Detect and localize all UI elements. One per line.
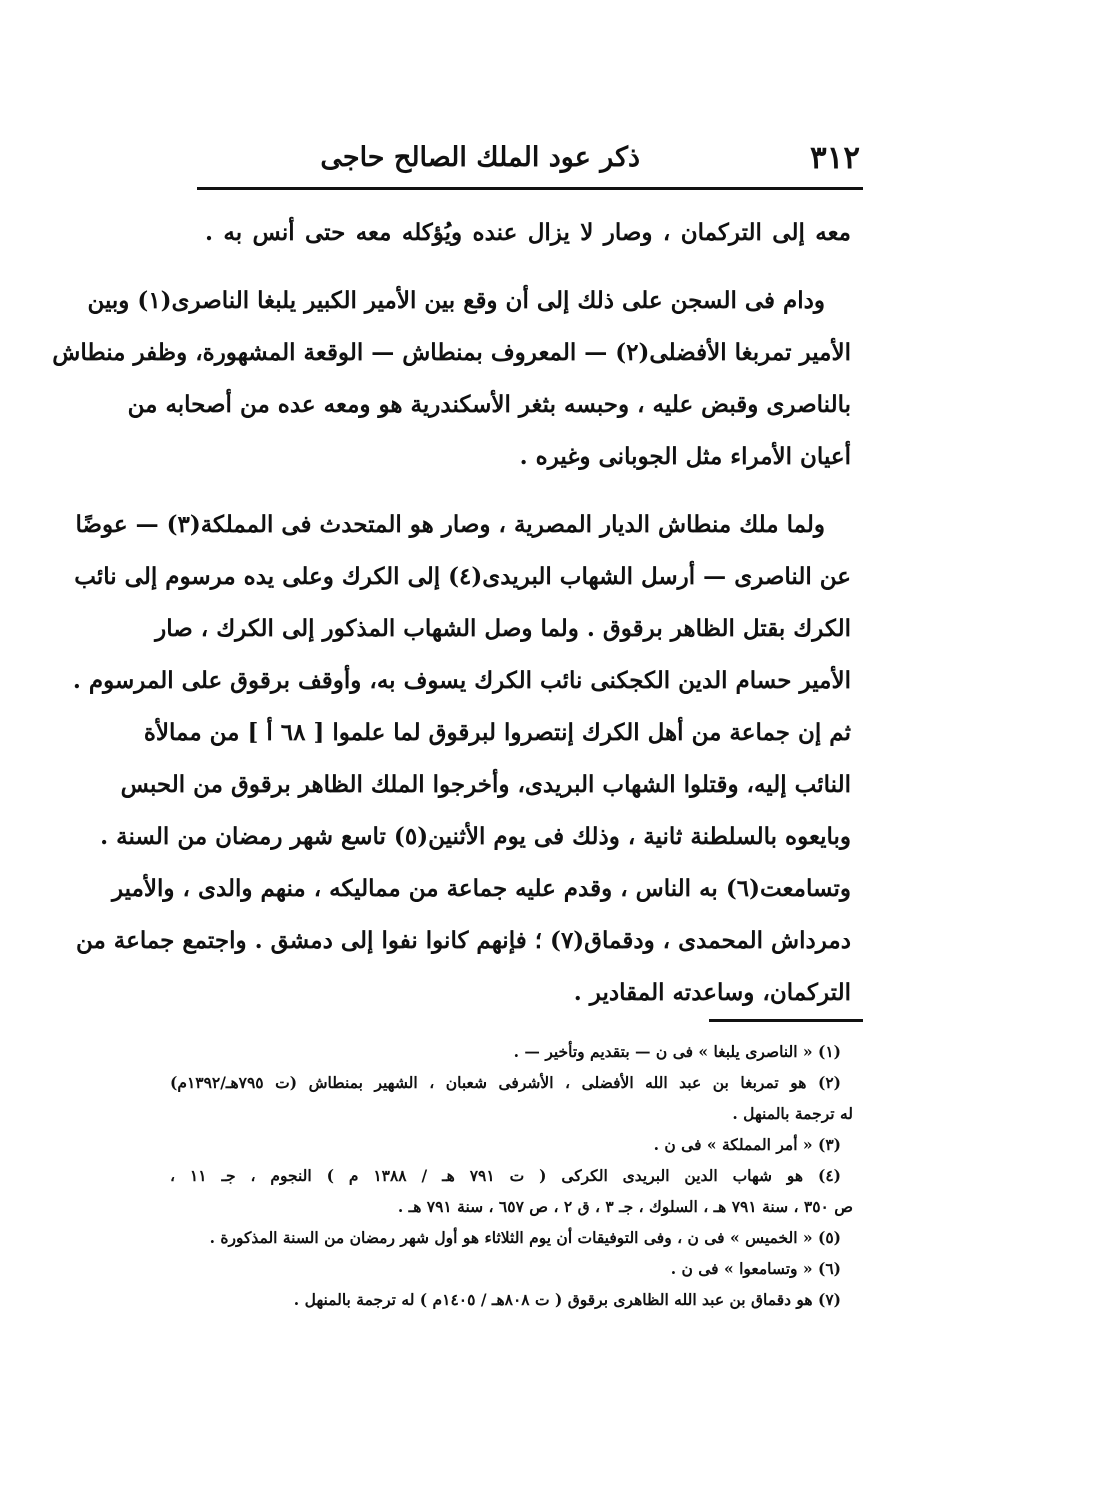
footnote-line: (٦) « وتسامعوا » فى ن . xyxy=(670,1259,841,1278)
text-line: وتسامعت(٦) به الناس ، وقدم عليه جماعة من مماليكه ، منهم والدى ، والأمير xyxy=(111,875,851,902)
footnote-line: ص ٣٥٠ ، سنة ٧٩١ هـ ، السلوك ، جـ ٣ ، ق ٢ ، ص ٦٥٧ ، سنة ٧٩١ هـ . xyxy=(397,1197,853,1216)
footnote-rule xyxy=(709,1019,863,1022)
text-line: عن الناصرى — أرسل الشهاب البريدى(٤) إلى الكرك وعلى يده مرسوم إلى نائب xyxy=(74,563,851,590)
text-line: بالناصرى وقبض عليه ، وحبسه بثغر الأسكندرية هو ومعه عده من أصحابه من xyxy=(127,391,851,418)
paragraph-gap xyxy=(205,483,851,499)
text-line: الأمير حسام الدين الكجكنى نائب الكرك يسوف به، وأوقف برقوق على المرسوم . xyxy=(72,667,851,694)
footnote-line: (٣) « أمر المملكة » فى ن . xyxy=(653,1135,841,1154)
header-rule xyxy=(197,187,863,190)
main-text xyxy=(52,207,851,1019)
footnote-line: (٢) هو تمربغا بن عبد الله الأفضلى ، الأشرفى شعبان ، الشهير بمنطاش (ت ٧٩٥هـ/١٣٩٢م) xyxy=(170,1073,841,1092)
footnote-line: (٧) هو دقماق بن عبد الله الظاهرى برقوق ( ت ٨٠٨هـ / ١٤٠٥م ) له ترجمة بالمنهل . xyxy=(293,1290,841,1309)
text-line: ولما ملك منطاش الديار المصرية ، وصار هو المتحدث فى المملكة(٣) — عوضًا xyxy=(75,511,825,538)
footnotes xyxy=(170,1036,853,1315)
text-line: الأمير تمربغا الأفضلى(٢) — المعروف بمنطاش — الوقعة المشهورة، وظفر منطاش xyxy=(52,339,851,366)
text-line: أعيان الأمراء مثل الجوبانى وغيره . xyxy=(519,443,851,470)
text-line: وبايعوه بالسلطنة ثانية ، وذلك فى يوم الأثنين(٥) تاسع شهر رمضان من السنة . xyxy=(100,823,851,850)
paragraph-gap xyxy=(205,259,851,275)
footnote-line: (٥) « الخميس » فى ن ، وفى التوفيقات أن يوم الثلاثاء هو أول شهر رمضان من السنة المذكورة . xyxy=(209,1228,841,1247)
page-header xyxy=(200,138,860,178)
text-line: ثم إن جماعة من أهل الكرك إنتصروا لبرقوق لما علموا [ ٦٨ أ ] من ممالأة xyxy=(143,719,851,746)
footnote-line: (٤) هو شهاب الدين البريدى الكركى ( ت ٧٩١ هـ / ١٣٨٨ م ) النجوم ، جـ ١١ ، xyxy=(170,1166,841,1185)
text-line: معه إلى التركمان ، وصار لا يزال عنده ويُؤكله معه حتى أنس به . xyxy=(205,219,851,246)
text-line: الكرك بقتل الظاهر برقوق . ولما وصل الشهاب المذكور إلى الكرك ، صار xyxy=(155,615,851,642)
text-line: ودام فى السجن على ذلك إلى أن وقع بين الأمير الكبير يلبغا الناصرى(١) وبين xyxy=(87,287,825,314)
text-line: التركمان، وساعدته المقادير . xyxy=(573,979,851,1006)
running-title: ذكر عود الملك الصالح حاجى xyxy=(320,142,640,173)
text-line: دمرداش المحمدى ، ودقماق(٧) ؛ فإنهم كانوا نفوا إلى دمشق . واجتمع جماعة من xyxy=(75,927,851,954)
text-line: النائب إليه، وقتلوا الشهاب البريدى، وأخرجوا الملك الظاهر برقوق من الحبس xyxy=(120,771,851,798)
footnote-line: (١) « الناصرى يلبغا » فى ن — بتقديم وتأخير — . xyxy=(513,1042,841,1061)
footnote-line: له ترجمة بالمنهل . xyxy=(732,1104,853,1123)
page-number: ٣١٢ xyxy=(810,140,860,176)
